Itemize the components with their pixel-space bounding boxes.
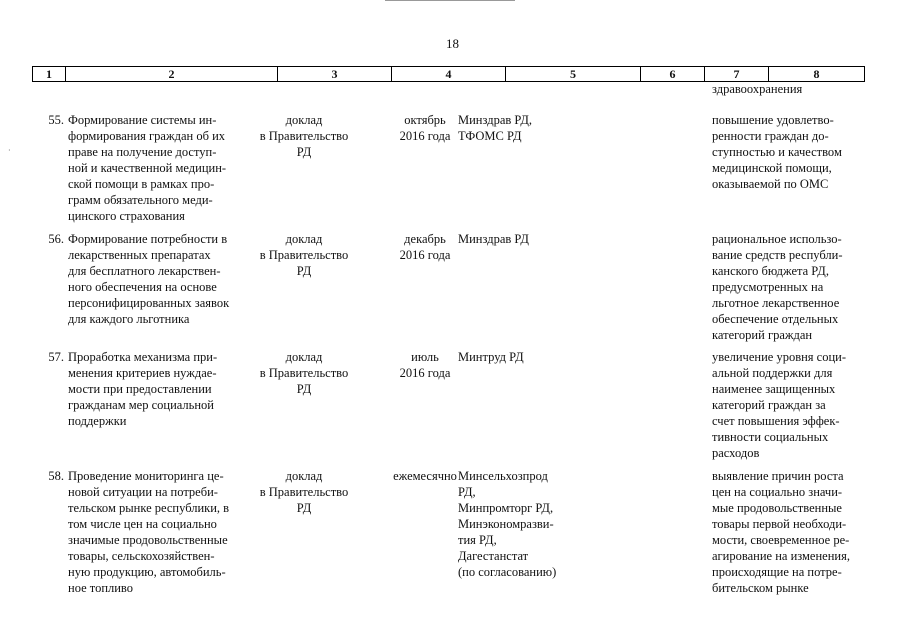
task-cell-line: Формирование потребности в bbox=[68, 232, 228, 246]
term-cell-line: октябрь bbox=[404, 113, 446, 127]
task-cell-line: для каждого льготника bbox=[68, 312, 190, 326]
form-cell-line: в Правительство bbox=[259, 248, 349, 262]
term-cell-line: ежемесячно bbox=[393, 469, 457, 483]
executor-cell-line: Минздрав РД bbox=[458, 232, 529, 246]
margin-mark: · bbox=[8, 146, 11, 155]
form-cell-line: РД bbox=[296, 145, 312, 159]
row-number: 56. bbox=[48, 232, 64, 246]
result-cell-line: мости, своевременное ре- bbox=[712, 533, 850, 547]
form-cell-line: РД bbox=[296, 501, 312, 515]
col-header-6: 6 bbox=[641, 67, 705, 81]
executor-cell-line: Дагестанстат bbox=[458, 549, 529, 563]
result-cell-line: рациональное использо- bbox=[712, 232, 842, 246]
result-cell-line: оказываемой по ОМС bbox=[712, 177, 829, 191]
result-cell-line: счет повышения эффек- bbox=[712, 414, 840, 428]
term-cell-line: 2016 года bbox=[399, 248, 451, 262]
result-cell-line: расходов bbox=[712, 446, 760, 460]
result-cell-line: бительском рынке bbox=[712, 581, 809, 595]
task-cell-line: товары, сельскохозяйствен- bbox=[68, 549, 215, 563]
term-cell-line: декабрь bbox=[404, 232, 446, 246]
executor-cell-line: тия РД, bbox=[458, 533, 497, 547]
task-cell-line: ное топливо bbox=[68, 581, 133, 595]
result-cell-line: обеспечение отдельных bbox=[712, 312, 839, 326]
row-number: 58. bbox=[48, 469, 64, 483]
top-rule bbox=[385, 0, 515, 1]
task-cell-line: Формирование системы ин- bbox=[68, 113, 217, 127]
task-cell-line: гражданам мер социальной bbox=[68, 398, 214, 412]
result-cell-line: категорий граждан bbox=[712, 328, 813, 342]
result-cell bbox=[712, 231, 872, 343]
task-cell-line: Проработка механизма при- bbox=[68, 350, 218, 364]
executor-cell bbox=[458, 468, 608, 580]
form-cell-line: РД bbox=[296, 382, 312, 396]
task-cell-line: цинского страхования bbox=[68, 209, 185, 223]
executor-cell-line: Минпромторг РД, bbox=[458, 501, 554, 515]
result-cell-line: ступностью и качеством bbox=[712, 145, 842, 159]
result-cell-line: вание средств республи- bbox=[712, 248, 843, 262]
form-cell-line: доклад bbox=[285, 469, 323, 483]
term-cell-line: июль bbox=[411, 350, 439, 364]
result-cell-line: выявление причин роста bbox=[712, 469, 844, 483]
result-cell-line: увеличение уровня соци- bbox=[712, 350, 846, 364]
form-cell-line: в Правительство bbox=[259, 129, 349, 143]
result-cell bbox=[712, 468, 872, 596]
form-cell bbox=[246, 231, 362, 279]
executor-cell bbox=[458, 112, 608, 144]
col-header-3: 3 bbox=[278, 67, 392, 81]
result-cell-line: мые продовольственные bbox=[712, 501, 842, 515]
executor-cell-line: Минсельхозпрод bbox=[458, 469, 548, 483]
task-cell-line: Проведение мониторинга це- bbox=[68, 469, 224, 483]
form-cell bbox=[246, 468, 362, 516]
result-cell-line: канского бюджета РД, bbox=[712, 264, 829, 278]
task-cell bbox=[68, 231, 274, 327]
executor-cell-line: Минэкономразви- bbox=[458, 517, 554, 531]
form-cell-line: в Правительство bbox=[259, 366, 349, 380]
form-cell-line: доклад bbox=[285, 232, 323, 246]
form-cell-line: РД bbox=[296, 264, 312, 278]
task-cell-line: поддержки bbox=[68, 414, 127, 428]
task-cell-line: ного обеспечения на основе bbox=[68, 280, 217, 294]
form-cell-line: доклад bbox=[285, 113, 323, 127]
task-cell bbox=[68, 349, 274, 429]
result-cell-line: товары первой необходи- bbox=[712, 517, 847, 531]
task-cell-line: тельском рынке республики, в bbox=[68, 501, 230, 515]
continued-result-text: здравоохранения bbox=[712, 82, 803, 96]
task-cell-line: для бесплатного лекарствен- bbox=[68, 264, 221, 278]
result-cell-line: цен на социально значи- bbox=[712, 485, 843, 499]
task-cell bbox=[68, 112, 274, 224]
executor-cell-line: (по согласованию) bbox=[458, 565, 557, 579]
result-cell-line: ренности граждан до- bbox=[712, 129, 829, 143]
executor-cell bbox=[458, 231, 608, 247]
task-cell bbox=[68, 468, 274, 596]
task-cell-line: мости при предоставлении bbox=[68, 382, 212, 396]
result-cell-line: льготное лекарственное bbox=[712, 296, 840, 310]
col-header-8: 8 bbox=[813, 67, 820, 81]
result-cell-line: альной поддержки для bbox=[712, 366, 833, 380]
row-number: 55. bbox=[48, 113, 64, 127]
result-cell-line: наименее защищенных bbox=[712, 382, 836, 396]
task-cell-line: персонифицированных заявок bbox=[68, 296, 230, 310]
term-cell-line: 2016 года bbox=[399, 366, 451, 380]
row-number: 57. bbox=[48, 350, 64, 364]
result-cell bbox=[712, 112, 872, 192]
task-cell-line: ной и качественной медицин- bbox=[68, 161, 227, 175]
col-header-7: 7 bbox=[705, 67, 769, 81]
result-cell-line: тивности социальных bbox=[712, 430, 829, 444]
task-cell-line: новой ситуации на потреби- bbox=[68, 485, 218, 499]
result-cell bbox=[712, 349, 872, 461]
result-cell-line: категорий граждан за bbox=[712, 398, 826, 412]
term-cell-line: 2016 года bbox=[399, 129, 451, 143]
executor-cell-line: ТФОМС РД bbox=[458, 129, 522, 143]
task-cell-line: значимые продовольственные bbox=[68, 533, 228, 547]
form-cell-line: доклад bbox=[285, 350, 323, 364]
executor-cell-line: Минтруд РД bbox=[458, 350, 524, 364]
form-cell bbox=[246, 349, 362, 397]
task-cell-line: формирования граждан об их bbox=[68, 129, 226, 143]
task-cell-line: ской помощи в рамках про- bbox=[68, 177, 215, 191]
task-cell-line: грамм обязательного меди- bbox=[68, 193, 213, 207]
page-number: 18 bbox=[446, 36, 459, 51]
task-cell-line: менения критериев нуждае- bbox=[68, 366, 217, 380]
task-cell-line: том числе цен на социально bbox=[68, 517, 217, 531]
executor-cell-line: Минздрав РД, bbox=[458, 113, 533, 127]
form-cell bbox=[246, 112, 362, 160]
result-cell-line: предусмотренных на bbox=[712, 280, 824, 294]
table-header bbox=[32, 66, 865, 82]
col-header-4: 4 bbox=[392, 67, 506, 81]
col-header-1: 1 bbox=[33, 67, 66, 81]
task-cell-line: праве на получение доступ- bbox=[68, 145, 217, 159]
executor-cell bbox=[458, 349, 608, 365]
task-cell-line: ную продукцию, автомобиль- bbox=[68, 565, 226, 579]
result-cell-line: происходящие на потре- bbox=[712, 565, 842, 579]
form-cell-line: в Правительство bbox=[259, 485, 349, 499]
result-cell-line: повышение удовлетво- bbox=[712, 113, 834, 127]
col-header-5: 5 bbox=[506, 67, 641, 81]
result-cell-line: агирование на изменения, bbox=[712, 549, 850, 563]
task-cell-line: лекарственных препаратах bbox=[68, 248, 211, 262]
result-cell-line: медицинской помощи, bbox=[712, 161, 832, 175]
col-header-2: 2 bbox=[66, 67, 278, 81]
executor-cell-line: РД, bbox=[458, 485, 476, 499]
